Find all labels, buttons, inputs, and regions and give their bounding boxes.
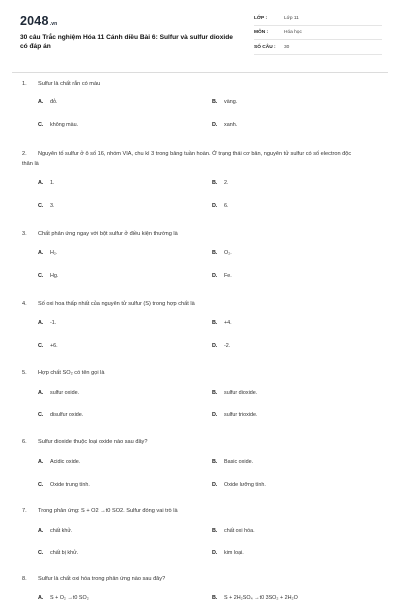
option-b[interactable]: B. vàng. — [212, 99, 238, 105]
meta-subject-label: MÔN : — [254, 30, 269, 35]
option-a[interactable]: A. 1. — [38, 180, 55, 186]
question-stem: 5. Hợp chất SO₂ có tên gọi là — [22, 370, 105, 376]
header-divider — [12, 72, 388, 73]
option-b[interactable]: B. S + 2H₂SO₄ →t0 3SO₂ + 2H₂O — [212, 595, 298, 600]
option-d[interactable]: D. sulfur trioxide. — [212, 412, 258, 418]
option-c[interactable]: C. 3. — [38, 203, 55, 209]
option-b[interactable]: B. sulfur dioxide. — [212, 390, 258, 396]
site-logo[interactable]: 2048.vn — [20, 14, 58, 28]
question-stem: 3. Chất phản ứng ngay với bột sulfur ở điều kiện thường là — [22, 231, 178, 237]
option-a[interactable]: A. H₂. — [38, 250, 58, 256]
option-a[interactable]: A. -1. — [38, 320, 57, 326]
option-d[interactable]: D. Fe. — [212, 273, 232, 279]
option-b[interactable]: B. Basic oxide. — [212, 459, 254, 465]
option-d[interactable]: D. kim loại. — [212, 550, 244, 556]
meta-subject-value: Hóa học — [284, 30, 302, 35]
meta-count-label: SỐ CÂU : — [254, 45, 276, 50]
option-c[interactable]: C. +6. — [38, 343, 58, 349]
question-stem: 8. Sulfur là chất oxi hóa trong phản ứng nào sau đây? — [22, 576, 166, 582]
document-title: 30 câu Trắc nghiệm Hóa 11 Cánh diều Bài 6: Sulfur và sulfur dioxide có đáp án — [20, 34, 233, 50]
option-a[interactable]: A. đỏ. — [38, 99, 58, 105]
meta-class — [254, 12, 382, 26]
option-a[interactable]: A. S + O₂ →t0 SO₂ — [38, 595, 89, 600]
meta-count-value: 30 — [284, 45, 290, 50]
option-b[interactable]: B. +4. — [212, 320, 232, 326]
question-stem: 7. Trong phản ứng: S + O2 →t0 SO2. Sulfur đóng vai trò là — [22, 508, 178, 514]
document-header — [0, 0, 400, 70]
option-b[interactable]: B. chất oxi hóa. — [212, 528, 255, 534]
option-c[interactable]: C. chất bị khử. — [38, 550, 79, 556]
meta-subject — [254, 26, 382, 40]
option-c[interactable]: C. không màu. — [38, 122, 79, 128]
option-d[interactable]: D. -2. — [212, 343, 231, 349]
option-c[interactable]: C. Oxide trung tính. — [38, 482, 90, 488]
option-b[interactable]: B. O₂. — [212, 250, 232, 256]
question-stem: 1. Sulfur là chất rắn có màu — [22, 81, 101, 87]
question-stem: 4. Số oxi hoa thấp nhất của nguyên tử sulfur (S) trong hợp chất là — [22, 301, 195, 307]
option-d[interactable]: D. xanh. — [212, 122, 238, 128]
question-stem: 2. Nguyên tố sulfur ở ô số 16, nhóm VIA, chu kì 3 trong bảng tuần hoàn. Ở trạng thái cơ bản, nguyên tử sulfur có số electron độc thân là — [22, 151, 352, 167]
option-c[interactable]: C. disulfur oxide. — [38, 412, 84, 418]
meta-class-value: Lớp 11 — [284, 16, 299, 21]
question-stem: 6. Sulfur dioxide thuộc loại oxide nào sau đây? — [22, 439, 148, 445]
option-b[interactable]: B. 2. — [212, 180, 229, 186]
option-d[interactable]: D. Oxide lưỡng tính. — [212, 482, 266, 488]
meta-count — [254, 41, 382, 55]
option-a[interactable]: A. chất khử. — [38, 528, 73, 534]
meta-class-label: LỚP : — [254, 16, 268, 21]
option-d[interactable]: D. 6. — [212, 203, 229, 209]
option-a[interactable]: A. sulfur oxide. — [38, 390, 80, 396]
option-c[interactable]: C. Hg. — [38, 273, 59, 279]
option-a[interactable]: A. Acidic oxide. — [38, 459, 81, 465]
